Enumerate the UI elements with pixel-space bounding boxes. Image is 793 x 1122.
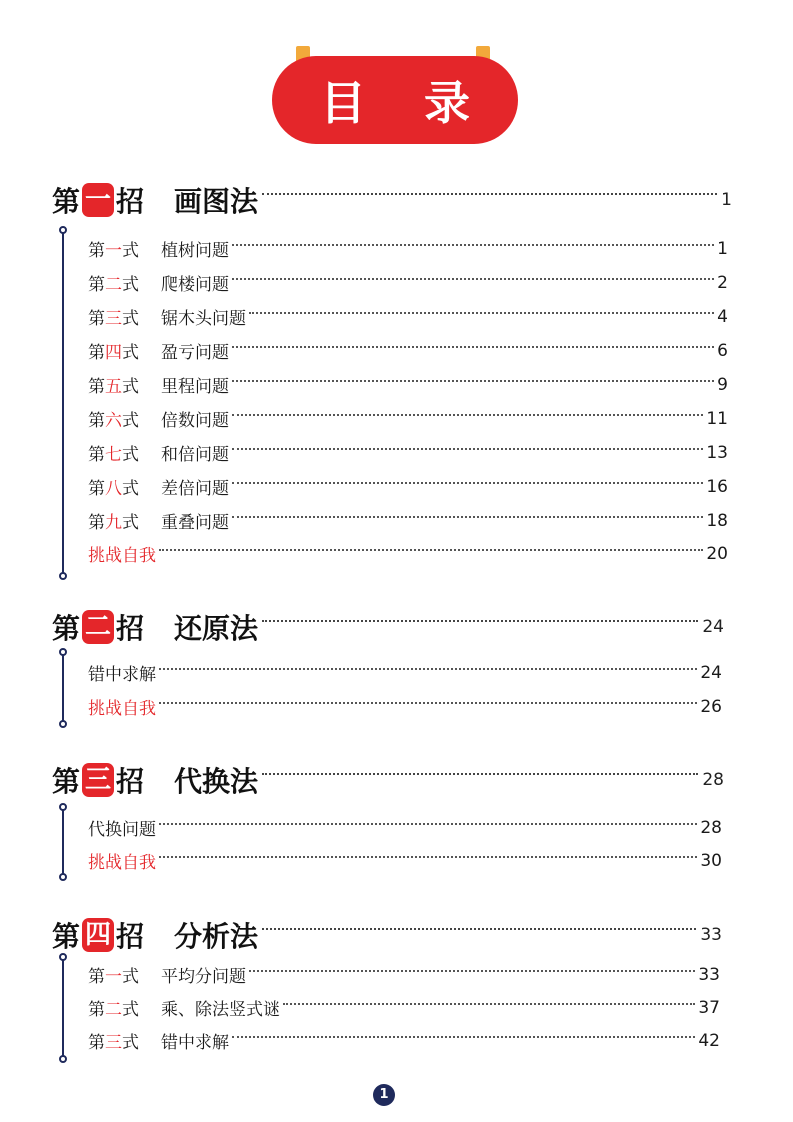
leader-dots	[232, 346, 714, 348]
toc-entry[interactable]	[88, 270, 728, 295]
chapter-number-badge: 三	[82, 763, 114, 797]
chapter-title: 代换法	[174, 765, 259, 798]
entry-prefix: 第	[88, 411, 105, 431]
entry-prefix: 第	[88, 479, 105, 499]
entry-page: 16	[706, 476, 728, 497]
chapter-prefix: 第	[52, 920, 81, 953]
entry-number: 五	[105, 377, 122, 397]
chapter-4-heading[interactable]	[52, 915, 722, 955]
toc-entry[interactable]	[88, 995, 720, 1020]
entry-number: 一	[105, 241, 122, 261]
chapter-suffix: 招	[116, 185, 145, 218]
entry-suffix: 式	[122, 241, 139, 261]
chapter-title: 画图法	[174, 185, 259, 218]
chapter-number-badge: 二	[82, 610, 114, 644]
leader-dots	[232, 1036, 695, 1038]
toc-entry[interactable]	[88, 406, 728, 431]
entry-prefix: 第	[88, 241, 105, 261]
entry-suffix: 式	[122, 513, 139, 533]
toc-title-char-2: 录	[424, 76, 470, 130]
leader-dots	[249, 312, 714, 314]
chapter-page: 33	[700, 925, 722, 945]
entry-prefix: 第	[88, 1033, 105, 1053]
entry-title: 错中求解	[88, 665, 156, 685]
entry-suffix: 式	[122, 1000, 139, 1020]
leader-dots	[232, 278, 714, 280]
entry-title: 盈亏问题	[161, 343, 229, 363]
entry-page: 9	[717, 374, 728, 395]
chapter-suffix: 招	[116, 920, 145, 953]
toc-entry[interactable]	[88, 1028, 720, 1053]
entry-prefix: 第	[88, 309, 105, 329]
entry-suffix: 式	[122, 445, 139, 465]
entry-number: 九	[105, 513, 122, 533]
entry-number: 二	[105, 1000, 122, 1020]
chapter-suffix: 招	[116, 765, 145, 798]
toc-entry-challenge[interactable]	[88, 541, 728, 566]
entry-number: 三	[105, 1033, 122, 1053]
chapter-2-heading[interactable]	[52, 607, 724, 647]
entry-number: 二	[105, 275, 122, 295]
entry-page: 33	[698, 964, 720, 985]
entry-prefix: 第	[88, 1000, 105, 1020]
chapter-4-bracket	[62, 960, 64, 1056]
toc-entry[interactable]	[88, 440, 728, 465]
entry-page: 20	[706, 543, 728, 564]
entry-title: 平均分问题	[161, 967, 246, 987]
toc-entry[interactable]	[88, 508, 728, 533]
entry-number: 七	[105, 445, 122, 465]
entry-page: 28	[700, 817, 722, 838]
chapter-page: 1	[721, 190, 732, 210]
leader-dots	[159, 668, 697, 670]
toc-entry[interactable]	[88, 660, 722, 685]
entry-title: 里程问题	[161, 377, 229, 397]
entry-prefix: 第	[88, 343, 105, 363]
leader-dots	[283, 1003, 695, 1005]
toc-entry[interactable]	[88, 474, 728, 499]
chapter-prefix: 第	[52, 612, 81, 645]
entry-number: 八	[105, 479, 122, 499]
toc-title-banner	[272, 46, 518, 146]
entry-prefix: 第	[88, 377, 105, 397]
leader-dots	[232, 482, 703, 484]
toc-entry-challenge[interactable]	[88, 848, 722, 873]
entry-suffix: 式	[122, 343, 139, 363]
entry-prefix: 第	[88, 445, 105, 465]
chapter-3-heading[interactable]	[52, 760, 724, 800]
chapter-prefix: 第	[52, 765, 81, 798]
leader-dots	[232, 380, 714, 382]
entry-number: 六	[105, 411, 122, 431]
entry-number: 三	[105, 309, 122, 329]
entry-suffix: 式	[122, 309, 139, 329]
entry-suffix: 式	[122, 1033, 139, 1053]
challenge-label: 挑战自我	[88, 699, 156, 719]
leader-dots	[249, 970, 695, 972]
toc-title-char-1: 目	[320, 76, 366, 130]
entry-number: 一	[105, 967, 122, 987]
entry-suffix: 式	[122, 479, 139, 499]
entry-page: 42	[698, 1030, 720, 1051]
entry-page: 6	[717, 340, 728, 361]
leader-dots	[159, 549, 703, 551]
entry-suffix: 式	[122, 275, 139, 295]
entry-page: 18	[706, 510, 728, 531]
entry-number: 四	[105, 343, 122, 363]
chapter-number-badge: 一	[82, 183, 114, 217]
entry-page: 11	[706, 408, 728, 429]
entry-title: 重叠问题	[161, 513, 229, 533]
toc-entry[interactable]	[88, 815, 722, 840]
leader-dots	[159, 856, 697, 858]
toc-entry[interactable]	[88, 372, 728, 397]
chapter-1-bracket	[62, 233, 64, 573]
leader-dots	[159, 823, 697, 825]
chapter-page: 28	[702, 770, 724, 790]
chapter-page: 24	[702, 617, 724, 637]
entry-title: 代换问题	[88, 820, 156, 840]
leader-dots	[262, 193, 717, 195]
leader-dots	[262, 620, 698, 622]
leader-dots	[159, 702, 697, 704]
entry-title: 植树问题	[161, 241, 229, 261]
entry-suffix: 式	[122, 411, 139, 431]
challenge-label: 挑战自我	[88, 546, 156, 566]
toc-entry[interactable]	[88, 236, 728, 261]
leader-dots	[232, 414, 703, 416]
entry-title: 乘、除法竖式谜	[161, 1000, 280, 1020]
entry-prefix: 第	[88, 275, 105, 295]
entry-page: 1	[717, 238, 728, 259]
entry-page: 13	[706, 442, 728, 463]
entry-page: 24	[700, 662, 722, 683]
entry-page: 26	[700, 696, 722, 717]
entry-page: 37	[698, 997, 720, 1018]
toc-entry[interactable]	[88, 304, 728, 329]
entry-page: 4	[717, 306, 728, 327]
leader-dots	[262, 773, 698, 775]
entry-title: 差倍问题	[161, 479, 229, 499]
entry-title: 倍数问题	[161, 411, 229, 431]
chapter-prefix: 第	[52, 185, 81, 218]
toc-entry-challenge[interactable]	[88, 694, 722, 719]
leader-dots	[232, 516, 703, 518]
chapter-title: 分析法	[174, 920, 259, 953]
leader-dots	[262, 928, 696, 930]
entry-prefix: 第	[88, 967, 105, 987]
entry-prefix: 第	[88, 513, 105, 533]
entry-title: 错中求解	[161, 1033, 229, 1053]
page-number-badge: 1	[373, 1084, 395, 1106]
toc-entry[interactable]	[88, 338, 728, 363]
challenge-label: 挑战自我	[88, 853, 156, 873]
entry-title: 爬楼问题	[161, 275, 229, 295]
entry-page: 30	[700, 850, 722, 871]
leader-dots	[232, 244, 714, 246]
chapter-3-bracket	[62, 810, 64, 874]
chapter-number-badge: 四	[82, 918, 114, 952]
entry-title: 和倍问题	[161, 445, 229, 465]
chapter-title: 还原法	[174, 612, 259, 645]
toc-title	[272, 56, 518, 144]
entry-page: 2	[717, 272, 728, 293]
chapter-suffix: 招	[116, 612, 145, 645]
entry-title: 锯木头问题	[161, 309, 246, 329]
leader-dots	[232, 448, 703, 450]
chapter-2-bracket	[62, 655, 64, 721]
entry-suffix: 式	[122, 377, 139, 397]
chapter-1-heading[interactable]	[52, 180, 732, 220]
toc-entry[interactable]	[88, 962, 720, 987]
entry-suffix: 式	[122, 967, 139, 987]
